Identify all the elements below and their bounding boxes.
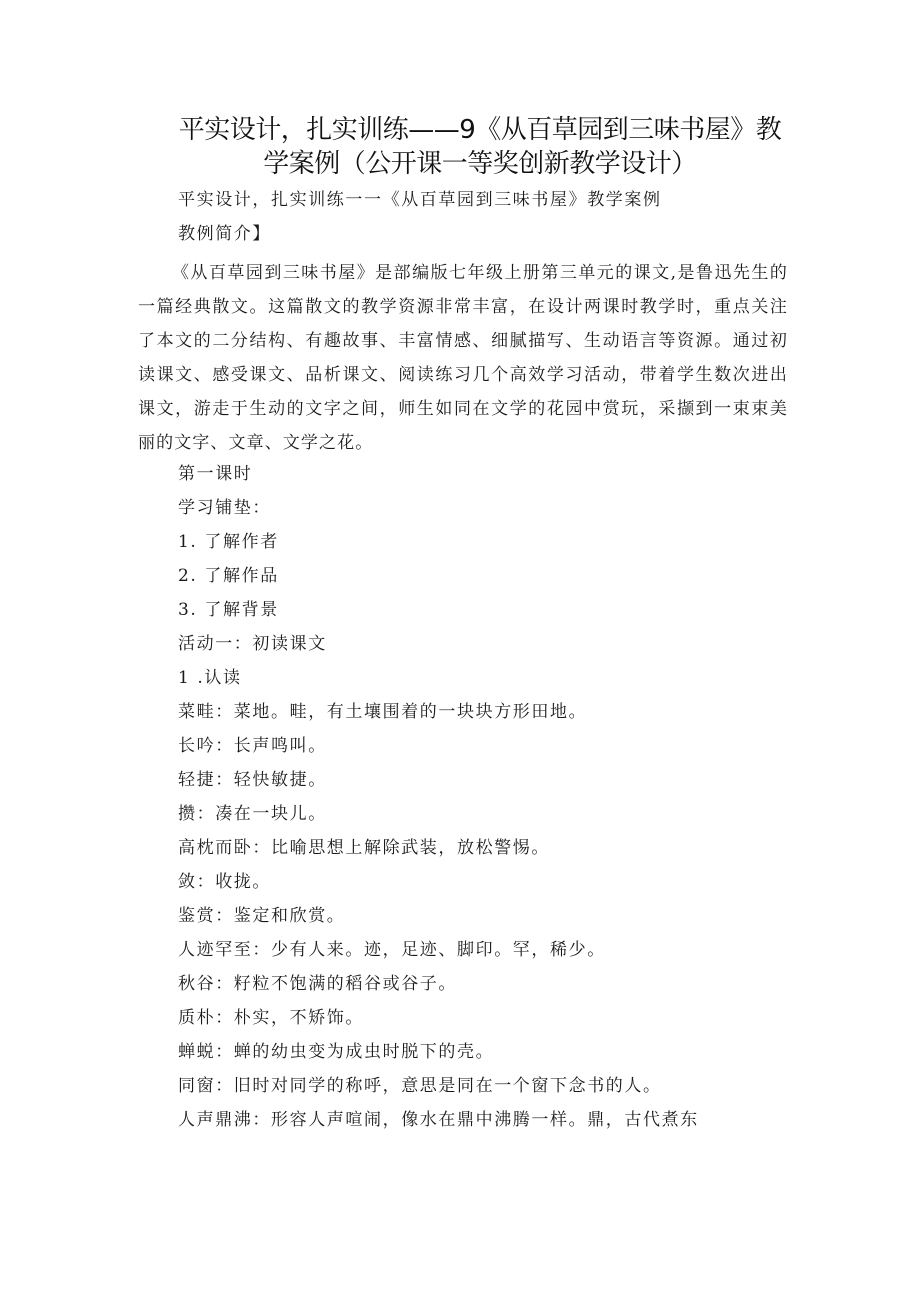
intro-heading: 教例简介】	[178, 224, 271, 244]
vocab-item: 高枕而卧：比喻思想上解除武装，放松警惕。	[178, 838, 550, 858]
vocab-item: 长吟：长声鸣叫。	[178, 736, 327, 756]
document-subtitle: 平实设计，扎实训练一一《从百草园到三味书屋》教学案例	[178, 190, 662, 210]
vocab-item: 质朴：朴实，不矫饰。	[178, 1008, 364, 1028]
prep-heading: 学习铺垫：	[178, 498, 271, 518]
intro-paragraph: 《从百草园到三味书屋》是部编版七年级上册第三单元的课文,是鲁迅先生的一篇经典散文。这篇散文的教学资源非常丰富，在设计两课时教学时，重点关注了本文的二分结构、有趣故事、丰富情感、细腻描写、生动语言等资源。通过初读课文、感受课文、品析课文、阅读练习几个高效学习活动，带着学生数次进出课文，游走于生动的文字之间，师生如同在文学的花园中赏玩，采撷到一束束美丽的文字、文章、文学之花。	[138, 263, 788, 453]
activity-subheading: 1 .认读	[178, 668, 242, 688]
vocab-item: 同窗：旧时对同学的称呼，意思是同在一个窗下念书的人。	[178, 1076, 662, 1096]
prep-item: 2. 了解作品	[178, 566, 279, 586]
document-title-line-1: 平实设计，扎实训练——9《从百草园到三味书屋》教	[178, 115, 782, 145]
vocab-item: 鉴赏：鉴定和欣赏。	[178, 906, 346, 926]
prep-item: 3. 了解背景	[178, 600, 279, 620]
vocab-item: 秋谷：籽粒不饱满的稻谷或谷子。	[178, 974, 457, 994]
vocab-item: 人迹罕至：少有人来。迹，足迹、脚印。罕，稀少。	[178, 940, 606, 960]
vocab-item: 攒：凑在一块儿。	[178, 804, 327, 824]
vocab-item: 蝉蜕：蝉的幼虫变为成虫时脱下的壳。	[178, 1042, 495, 1062]
prep-item: 1. 了解作者	[178, 532, 279, 552]
activity-heading: 活动一：初读课文	[178, 634, 327, 654]
vocab-item: 人声鼎沸：形容人声喧闹，像水在鼎中沸腾一样。鼎，古代煮东	[178, 1110, 699, 1130]
vocab-item: 敛：收拢。	[178, 872, 271, 892]
vocab-item: 菜畦：菜地。畦，有土壤围着的一块块方形田地。	[178, 702, 588, 722]
vocab-item: 轻捷：轻快敏捷。	[178, 770, 327, 790]
lesson-heading: 第一课时	[178, 464, 253, 484]
document-title-line-2: 学案例（公开课一等奖创新教学设计）	[263, 149, 697, 179]
